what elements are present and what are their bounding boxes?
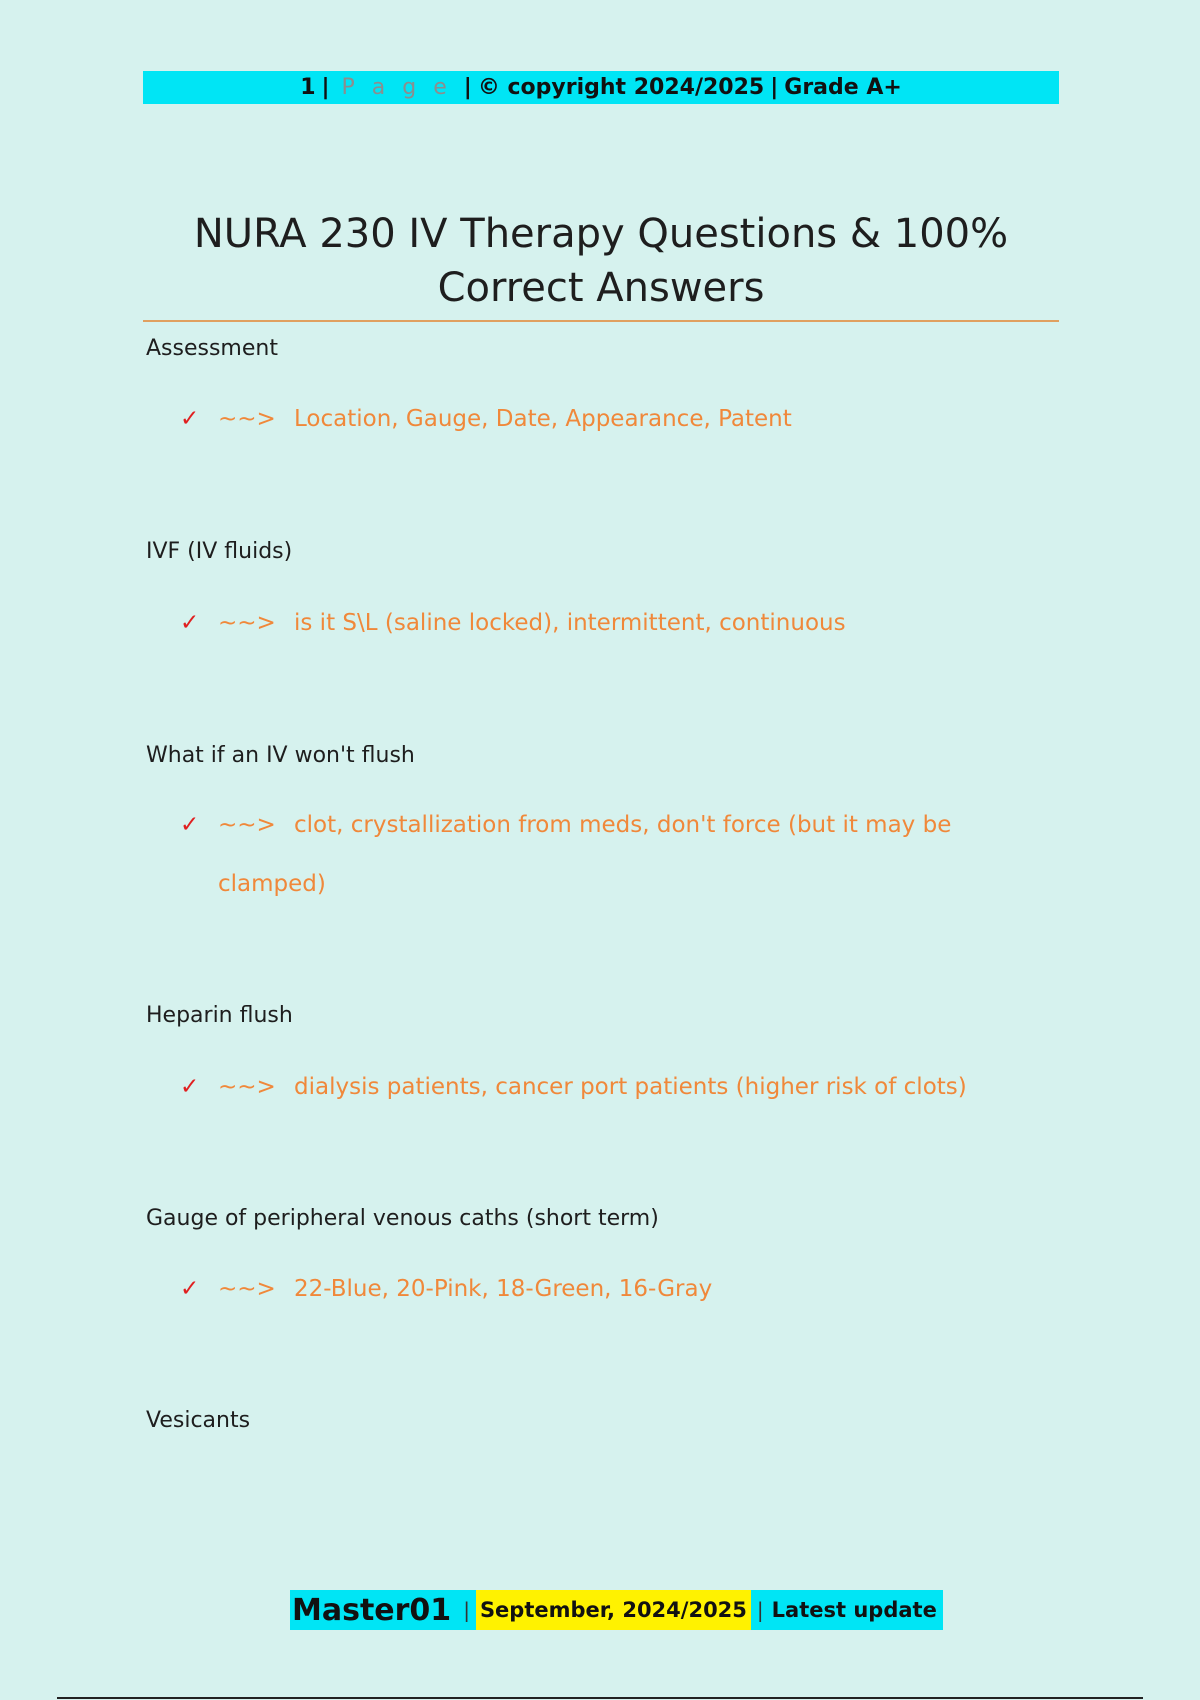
page-header — [143, 71, 1059, 104]
header-separator: | — [770, 75, 779, 100]
header-separator: | — [463, 75, 472, 100]
page-footer — [290, 1590, 943, 1630]
arrow-symbol: ~~> — [218, 1074, 276, 1100]
arrow-symbol: ~~> — [218, 406, 276, 432]
question-text: Assessment — [146, 336, 278, 361]
header-separator: | — [321, 75, 330, 100]
arrow-symbol: ~~> — [218, 1276, 276, 1302]
answer-text: 22-Blue, 20-Pink, 18-Green, 16-Gray — [294, 1276, 713, 1302]
question-text: What if an IV won't flush — [146, 743, 415, 768]
checkmark-icon: ✓ — [180, 1276, 200, 1302]
document-title: NURA 230 IV Therapy Questions & 100% Correct Answers — [193, 211, 1009, 311]
page-word: P a g e — [341, 75, 452, 100]
footer-brand: Master01 — [290, 1590, 457, 1630]
arrow-symbol: ~~> — [218, 812, 276, 838]
answer-text: Location, Gauge, Date, Appearance, Patent — [294, 406, 792, 432]
footer-date: September, 2024/2025 — [476, 1590, 751, 1630]
grade-text: Grade A+ — [784, 75, 902, 100]
answer-item — [180, 796, 1000, 914]
answer-text: is it S\L (saline locked), intermittent, continuous — [294, 610, 846, 636]
footer-separator: | — [457, 1590, 476, 1630]
page-number: 1 — [300, 75, 316, 100]
answer-item — [180, 390, 1000, 449]
question-text: Vesicants — [146, 1408, 251, 1433]
answer-item — [180, 594, 1000, 653]
answer-text: dialysis patients, cancer port patients (higher risk of clots) — [294, 1074, 967, 1100]
footer-rule — [57, 1697, 1143, 1699]
question-text: Gauge of peripheral venous caths (short term) — [146, 1206, 659, 1231]
copyright-text: © copyright 2024/2025 — [477, 75, 765, 100]
answer-item — [180, 1058, 1000, 1117]
footer-separator: | — [751, 1590, 770, 1630]
checkmark-icon: ✓ — [180, 1074, 200, 1100]
answer-item — [180, 1260, 1000, 1319]
arrow-symbol: ~~> — [218, 610, 276, 636]
title-underline — [143, 320, 1059, 322]
question-text: Heparin flush — [146, 1003, 293, 1028]
answer-text: clot, crystallization from meds, don't force (but it may be — [294, 812, 952, 838]
answer-continuation: clamped) — [218, 871, 326, 897]
checkmark-icon: ✓ — [180, 406, 200, 432]
footer-update: Latest update — [770, 1590, 943, 1630]
question-text: IVF (IV fluids) — [146, 539, 293, 564]
checkmark-icon: ✓ — [180, 812, 200, 838]
checkmark-icon: ✓ — [180, 610, 200, 636]
